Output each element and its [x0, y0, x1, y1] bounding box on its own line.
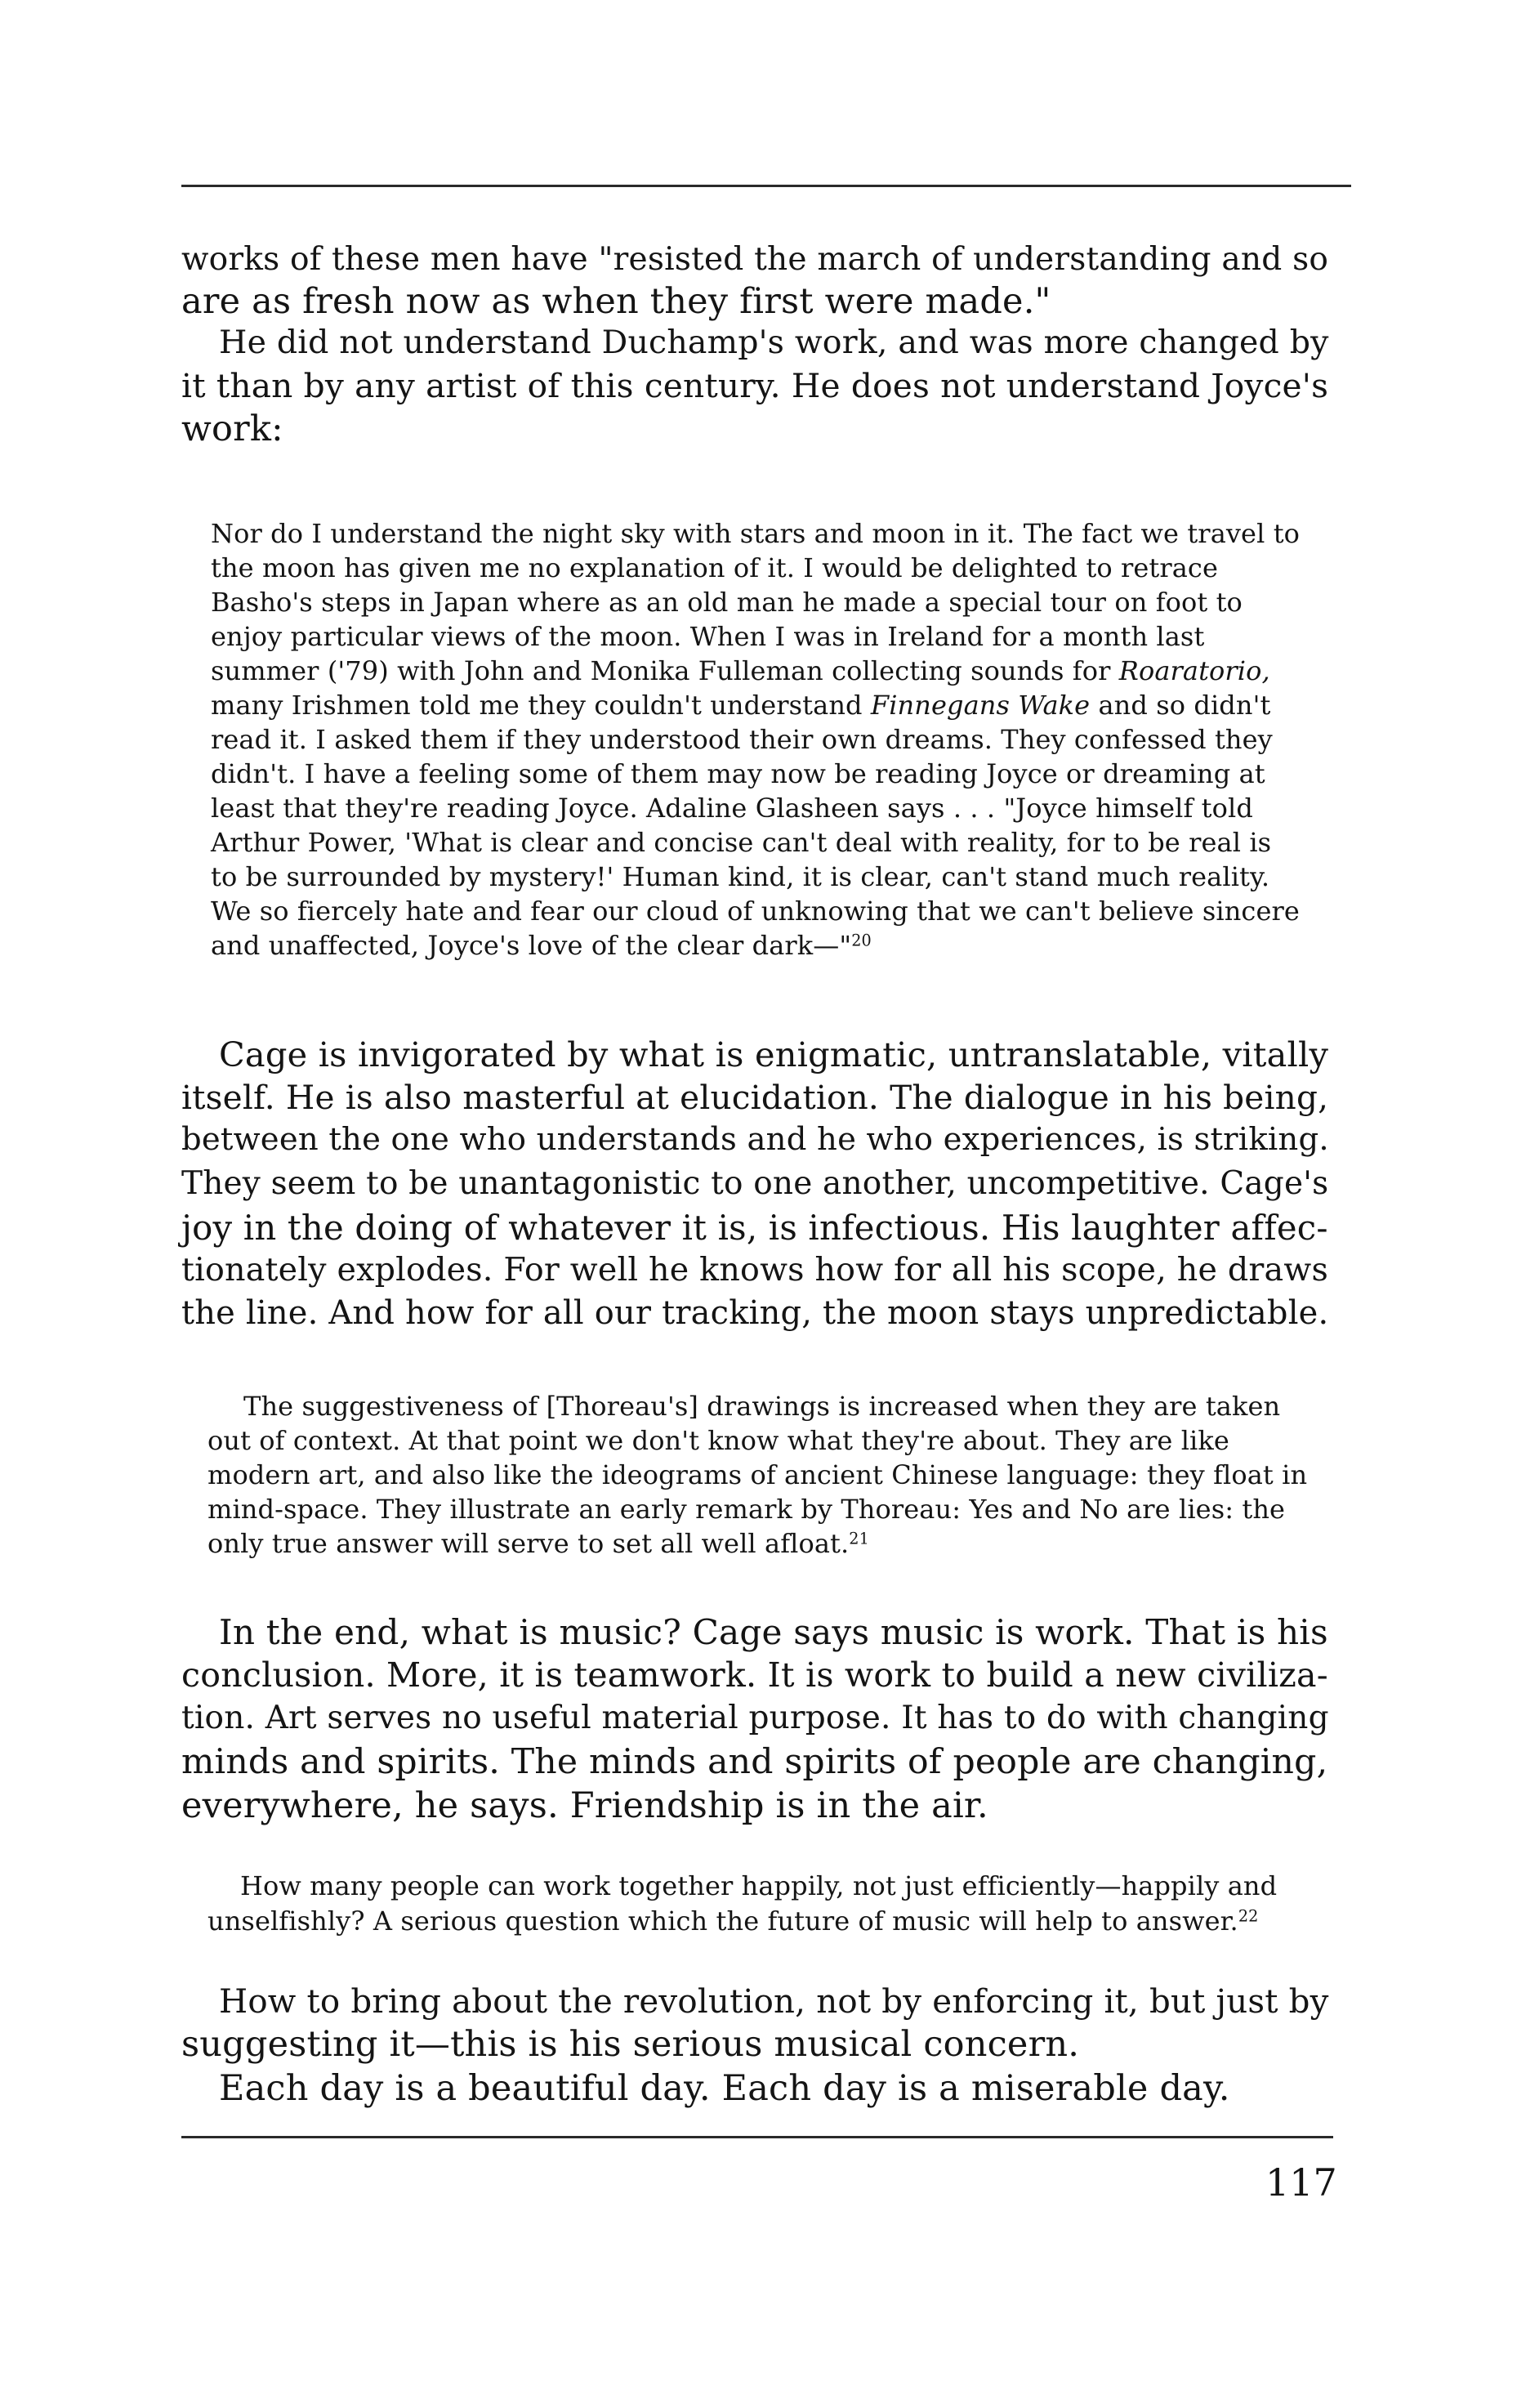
- page-number: 117: [1265, 2160, 1337, 2205]
- top-rule: [181, 185, 1351, 187]
- text-line: tionately explodes. For well he knows how for all his scope, he draws: [181, 1251, 1328, 1289]
- quote-line: modern art, and also like the ideograms of ancient Chinese language: they float in: [207, 1459, 1308, 1490]
- quote-line: enjoy particular views of the moon. When I was in Ireland for a month last: [211, 621, 1205, 652]
- text-line: joy in the doing of whatever it is, is infectious. His laughter affec-: [181, 1208, 1328, 1248]
- quote-text: summer ('79) with John and Monika Fulleman collecting sounds for: [211, 655, 1111, 686]
- footnote-marker: 22: [1238, 1906, 1259, 1926]
- text-line: Cage is invigorated by what is enigmatic, untranslatable, vitally: [219, 1034, 1329, 1074]
- text-line: itself. He is also masterful at elucidation. The dialogue in his being,: [181, 1078, 1329, 1117]
- footnote-marker: 20: [851, 931, 872, 950]
- footnote-marker: 21: [849, 1529, 869, 1548]
- quote-text: and unaffected, Joyce's love of the clear dark—": [211, 930, 852, 961]
- quote-line: [211, 930, 872, 961]
- quote-text: and so didn't: [1098, 690, 1271, 721]
- quote-line: Arthur Power, 'What is clear and concise can't deal with reality, for to be real is: [211, 827, 1272, 858]
- text-line: suggesting it—this is his serious musical concern.: [181, 2024, 1080, 2065]
- text-line: In the end, what is music? Cage says music is work. That is his: [219, 1612, 1328, 1652]
- italic-title-finnegans-wake: Finnegans Wake: [870, 690, 1091, 721]
- italic-title-roaratorio: Roaratorio,: [1118, 655, 1270, 686]
- text-line: works of these men have "resisted the march of understanding and so: [181, 241, 1329, 278]
- quote-text: unselfishly? A serious question which the future of music will help to answer.: [207, 1905, 1238, 1937]
- quote-line: out of context. At that point we don't know what they're about. They are like: [207, 1425, 1229, 1456]
- quote-text: only true answer will serve to set all well afloat.: [207, 1528, 850, 1559]
- quote-line: [207, 1530, 869, 1557]
- text-line: work:: [181, 409, 283, 449]
- text-line: everywhere, he says. Friendship is in the air.: [181, 1785, 988, 1826]
- quote-line: [211, 690, 1271, 721]
- quote-line: [207, 1905, 1259, 1937]
- quote-line: The suggestiveness of [Thoreau's] drawings is increased when they are taken: [243, 1391, 1281, 1422]
- text-line: are as fresh now as when they first were made.": [181, 281, 1051, 322]
- text-line: He did not understand Duchamp's work, and was more changed by: [219, 324, 1329, 361]
- quote-line: least that they're reading Joyce. Adaline Glasheen says . . . "Joyce himself told: [211, 793, 1253, 824]
- quote-line: the moon has given me no explanation of it. I would be delighted to retrace: [211, 552, 1218, 583]
- text-line: How to bring about the revolution, not by enforcing it, but just by: [219, 1982, 1329, 2021]
- quote-line: [211, 655, 1270, 686]
- quote-line: to be surrounded by mystery!' Human kind, it is clear, can't stand much reality.: [211, 861, 1270, 892]
- quote-text: many Irishmen told me they couldn't understand: [211, 690, 863, 721]
- text-line: between the one who understands and he who experiences, is striking.: [181, 1121, 1329, 1158]
- text-line: the line. And how for all our tracking, the moon stays unpredictable.: [181, 1294, 1329, 1332]
- quote-line: mind-space. They illustrate an early remark by Thoreau: Yes and No are lies: the: [207, 1494, 1286, 1525]
- text-line: conclusion. More, it is teamwork. It is work to build a new civiliza-: [181, 1655, 1328, 1695]
- text-line: tion. Art serves no useful material purpose. It has to do with changing: [181, 1700, 1329, 1736]
- bottom-rule: [181, 2136, 1333, 2138]
- text-line: Each day is a beautiful day. Each day is a miserable day.: [219, 2068, 1230, 2109]
- text-line: it than by any artist of this century. He does not understand Joyce's: [181, 366, 1329, 405]
- quote-line: How many people can work together happily, not just efficiently—happily and: [240, 1870, 1278, 1901]
- quote-line: didn't. I have a feeling some of them may now be reading Joyce or dreaming at: [211, 758, 1265, 789]
- quote-line: Nor do I understand the night sky with stars and moon in it. The fact we travel to: [211, 518, 1301, 549]
- quote-line: Basho's steps in Japan where as an old man he made a special tour on foot to: [211, 587, 1243, 618]
- quote-line: read it. I asked them if they understood their own dreams. They confessed they: [211, 724, 1273, 755]
- text-line: minds and spirits. The minds and spirits of people are changing,: [181, 1742, 1328, 1782]
- quote-line: We so fiercely hate and fear our cloud of unknowing that we can't believe sincere: [211, 896, 1300, 927]
- text-line: They seem to be unantagonistic to one another, uncompetitive. Cage's: [181, 1165, 1329, 1202]
